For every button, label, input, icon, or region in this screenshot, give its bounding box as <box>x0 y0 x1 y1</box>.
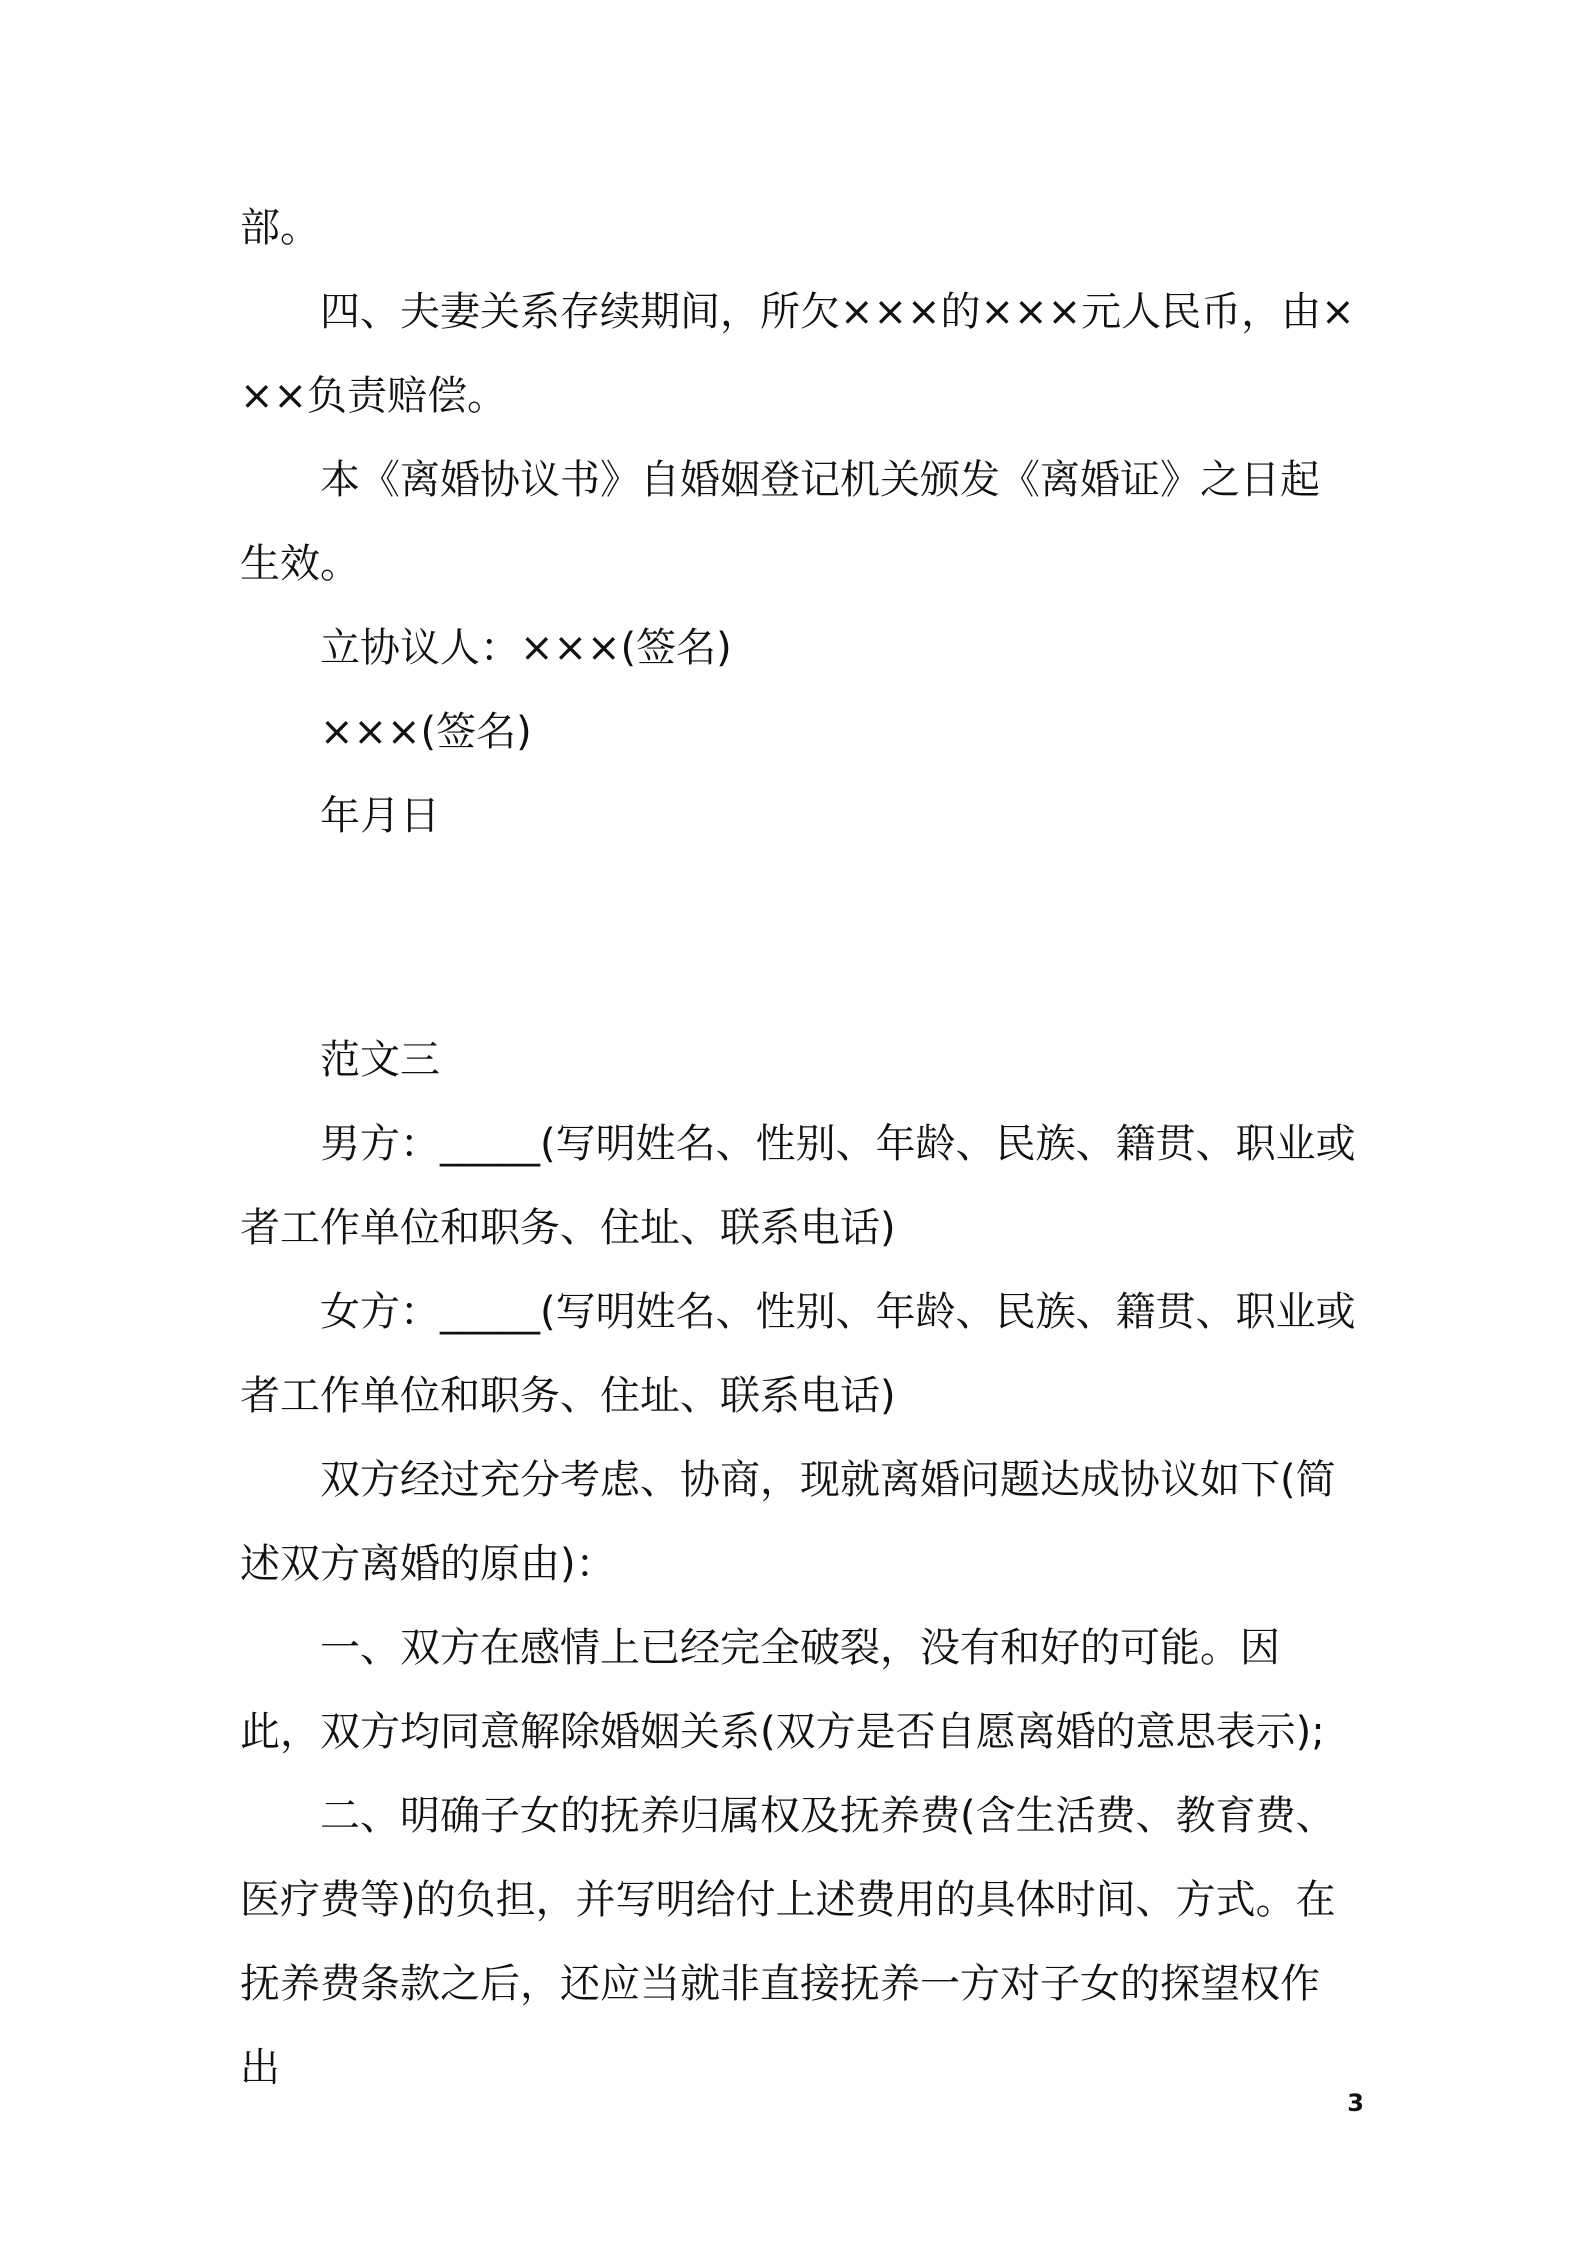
page-number: 3 <box>1347 2089 1364 2117</box>
paragraph-continuation: 部。 <box>240 205 320 251</box>
section-heading: 范文三 <box>320 1037 440 1083</box>
paragraph-debt-clause: 四、夫妻关系存续期间，所欠×××的×××元人民币，由×××负责赔偿。 <box>240 289 1355 419</box>
paragraph-agreement-intro: 双方经过充分考虑、协商，现就离婚问题达成协议如下(简述双方离婚的原由)： <box>240 1457 1336 1587</box>
paragraph-male-party: 男方：_____(写明姓名、性别、年龄、民族、籍贯、职业或者工作单位和职务、住址、联系电话) <box>240 1121 1356 1251</box>
paragraph-clause-one: 一、双方在感情上已经完全破裂，没有和好的可能。因此，双方均同意解除婚姻关系(双方是否自愿离婚的意思表示); <box>240 1625 1325 1755</box>
document-body-top <box>240 186 1358 858</box>
paragraph-female-party: 女方：_____(写明姓名、性别、年龄、民族、籍贯、职业或者工作单位和职务、住址、联系电话) <box>240 1289 1356 1419</box>
document-body-sample-three <box>240 1018 1358 2110</box>
paragraph-effective-clause: 本《离婚协议书》自婚姻登记机关颁发《离婚证》之日起生效。 <box>240 457 1320 587</box>
signature-line-2: ×××(签名) <box>320 709 532 755</box>
paragraph-clause-two: 二、明确子女的抚养归属权及抚养费(含生活费、教育费、医疗费等)的负担，并写明给付上述费用的具体时间、方式。在抚养费条款之后，还应当就非直接抚养一方对子女的探望权作出 <box>240 1793 1336 2091</box>
date-line: 年月日 <box>320 793 440 839</box>
signature-line-1: 立协议人：×××(签名) <box>320 625 732 671</box>
